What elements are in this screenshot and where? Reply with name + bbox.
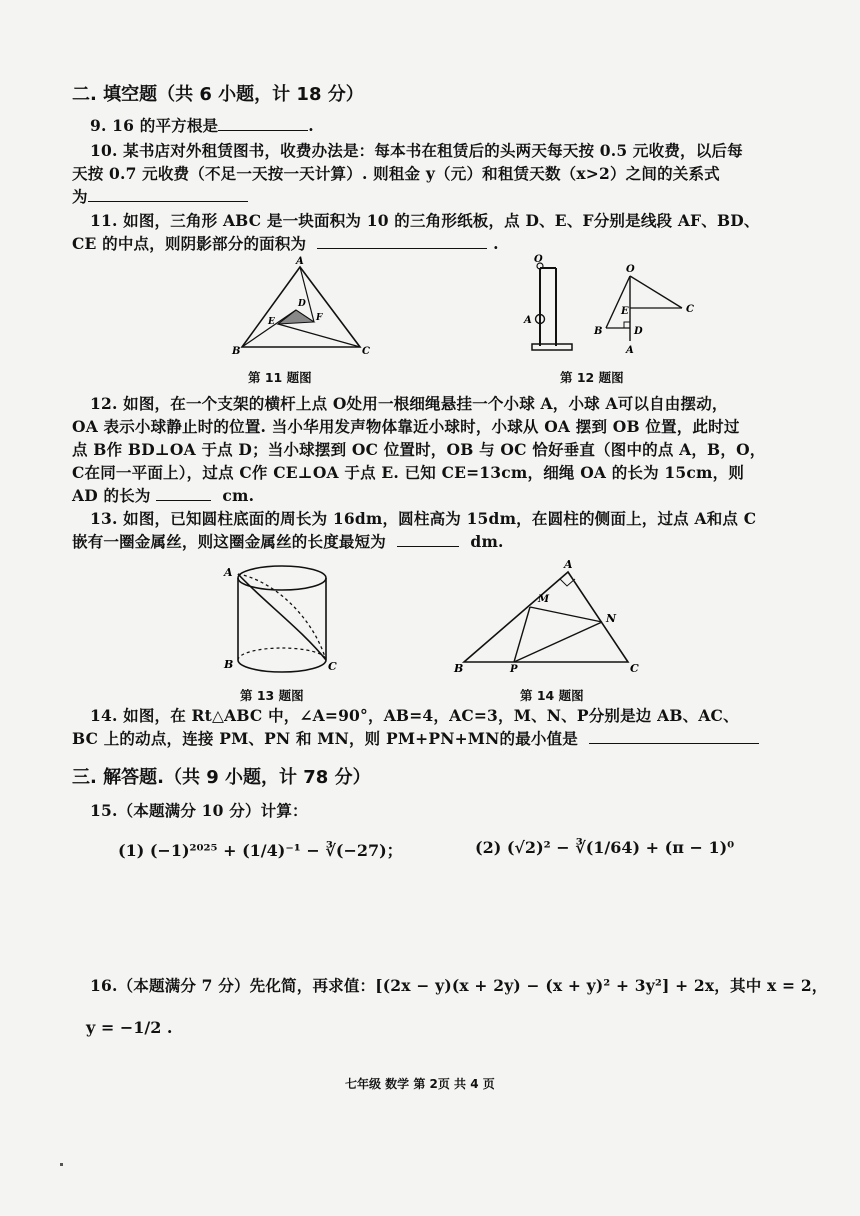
fig12-label-o: O bbox=[534, 254, 543, 265]
question-9 bbox=[90, 115, 314, 137]
fig12-label-e: E bbox=[621, 306, 629, 317]
question-16-line2: y = −1/2 . bbox=[86, 1018, 173, 1037]
fig11-label-e: E bbox=[268, 317, 275, 327]
fig14-label-a: A bbox=[564, 558, 573, 571]
fig12-label-a: A bbox=[524, 315, 532, 326]
question-16-line1: 16.（本题满分 7 分）先化简，再求值：[(2x − y)(x + 2y) − (x + y)² + 3y²] + 2x，其中 x = 2， bbox=[90, 976, 828, 995]
q14-line2-text: BC 上的动点，连接 PM、PN 和 MN，则 PM+PN+MN的最小值是 bbox=[72, 729, 579, 748]
figure-12-caption: 第 12 题图 bbox=[560, 370, 624, 385]
figure-12-geometry bbox=[590, 266, 700, 356]
question-13-line2 bbox=[72, 531, 504, 553]
question-14-line2 bbox=[72, 728, 759, 750]
question-12-line2: OA 表示小球静止时的位置. 当小华用发声物体靠近小球时，小球从 OA 摆到 OB 位置，此时过 bbox=[72, 417, 740, 436]
answer-blank-9[interactable] bbox=[218, 116, 308, 131]
fig12-label-a2: A bbox=[626, 345, 634, 356]
fig11-label-b: B bbox=[232, 346, 241, 357]
q13-line2-text: 嵌有一圈金属丝，则这圈金属丝的长度最短为 bbox=[72, 532, 387, 551]
question-15-title: 15.（本题满分 10 分）计算： bbox=[90, 801, 308, 820]
figure-12-pendulum-stand bbox=[520, 254, 580, 353]
fig11-label-c: C bbox=[362, 346, 370, 357]
question-15-part1: (1) (−1)²⁰²⁵ + (1/4)⁻¹ − ∛(−27)； bbox=[118, 841, 403, 860]
page-footer: 七年级 数学 第 2页 共 4 页 bbox=[345, 1077, 495, 1091]
answer-blank-14[interactable] bbox=[589, 729, 759, 744]
question-10-line3 bbox=[72, 186, 248, 208]
fig11-label-d: D bbox=[298, 299, 306, 309]
answer-blank-10[interactable] bbox=[88, 187, 248, 202]
fig11-label-a: A bbox=[296, 256, 304, 267]
question-12-line4: C在同一平面上），过点 C作 CE⊥OA 于点 E. 已知 CE=13cm，细绳 OA 的长为 15cm，则 bbox=[72, 463, 745, 482]
fig12-label-o2: O bbox=[626, 264, 635, 275]
question-11-line2 bbox=[72, 233, 499, 255]
question-14-line1: 14. 如图，在 Rt△ABC 中，∠A=90°，AB=4，AC=3，M、N、P分别是边 AB、AC、 bbox=[90, 706, 739, 725]
fig13-label-b: B bbox=[224, 658, 234, 671]
fig13-label-a: A bbox=[224, 566, 233, 579]
scan-speck bbox=[60, 1163, 63, 1166]
question-11-line1: 11. 如图，三角形 ABC 是一块面积为 10 的三角形纸板，点 D、E、F分别是线段 AF、BD、 bbox=[90, 211, 760, 230]
figure-13-caption: 第 13 题图 bbox=[240, 688, 304, 703]
answer-blank-11[interactable] bbox=[317, 234, 487, 249]
figure-14-caption: 第 14 题图 bbox=[520, 688, 584, 703]
question-12-line3: 点 B作 BD⊥OA 于点 D；当小球摆到 OC 位置时，OB 与 OC 恰好垂直（图中的点 A，B，O， bbox=[72, 440, 766, 459]
q10-line3-text: 为 bbox=[72, 187, 88, 206]
fig13-label-c: C bbox=[328, 660, 337, 673]
q12-unit: cm. bbox=[222, 486, 255, 505]
fig14-label-p: P bbox=[510, 664, 518, 675]
question-13-line1: 13. 如图，已知圆柱底面的周长为 16dm，圆柱高为 15dm，在圆柱的侧面上，过点 A和点 C bbox=[90, 509, 757, 528]
question-10-line1: 10. 某书店对外租赁图书，收费办法是：每本书在租赁后的头两天每天按 0.5 元收费，以后每 bbox=[90, 141, 743, 160]
q9-end: . bbox=[308, 116, 314, 135]
q9-text: 9. 16 的平方根是 bbox=[90, 116, 219, 135]
answer-blank-12[interactable] bbox=[156, 486, 211, 501]
question-15-part2: (2) (√2)² − ∛(1/64) + (π − 1)⁰ bbox=[475, 838, 735, 857]
fig14-label-n: N bbox=[606, 612, 617, 625]
section-title-fill-blank: 二. 填空题（共 6 小题，计 18 分） bbox=[72, 84, 364, 105]
section-title-solutions: 三. 解答题.（共 9 小题，计 78 分） bbox=[72, 767, 371, 788]
figure-11-caption: 第 11 题图 bbox=[248, 370, 312, 385]
q11-line2-text: CE 的中点，则阴影部分的面积为 bbox=[72, 234, 307, 253]
fig14-label-c: C bbox=[630, 662, 639, 675]
figure-14-right-triangle bbox=[452, 558, 647, 675]
fig11-label-f: F bbox=[316, 313, 323, 323]
question-12-line1: 12. 如图，在一个支架的横杆上点 O处用一根细绳悬挂一个小球 A，小球 A可以自由摆动， bbox=[90, 394, 728, 413]
question-12-line5 bbox=[72, 485, 254, 507]
q13-unit: dm. bbox=[470, 532, 504, 551]
figure-13-cylinder bbox=[222, 560, 342, 680]
q11-end: . bbox=[493, 234, 499, 253]
question-10-line2: 天按 0.7 元收费（不足一天按一天计算）. 则租金 y（元）和租赁天数（x>2）之间的关系式 bbox=[72, 164, 720, 183]
fig14-label-m: M bbox=[538, 594, 550, 605]
fig14-label-b: B bbox=[454, 662, 464, 675]
figure-11-triangle bbox=[230, 256, 370, 357]
fig12-label-b: B bbox=[594, 326, 603, 337]
q12-line5-text: AD 的长为 bbox=[72, 486, 151, 505]
answer-blank-13[interactable] bbox=[397, 532, 459, 547]
fig12-label-d: D bbox=[634, 326, 643, 337]
fig12-label-c: C bbox=[686, 304, 694, 315]
